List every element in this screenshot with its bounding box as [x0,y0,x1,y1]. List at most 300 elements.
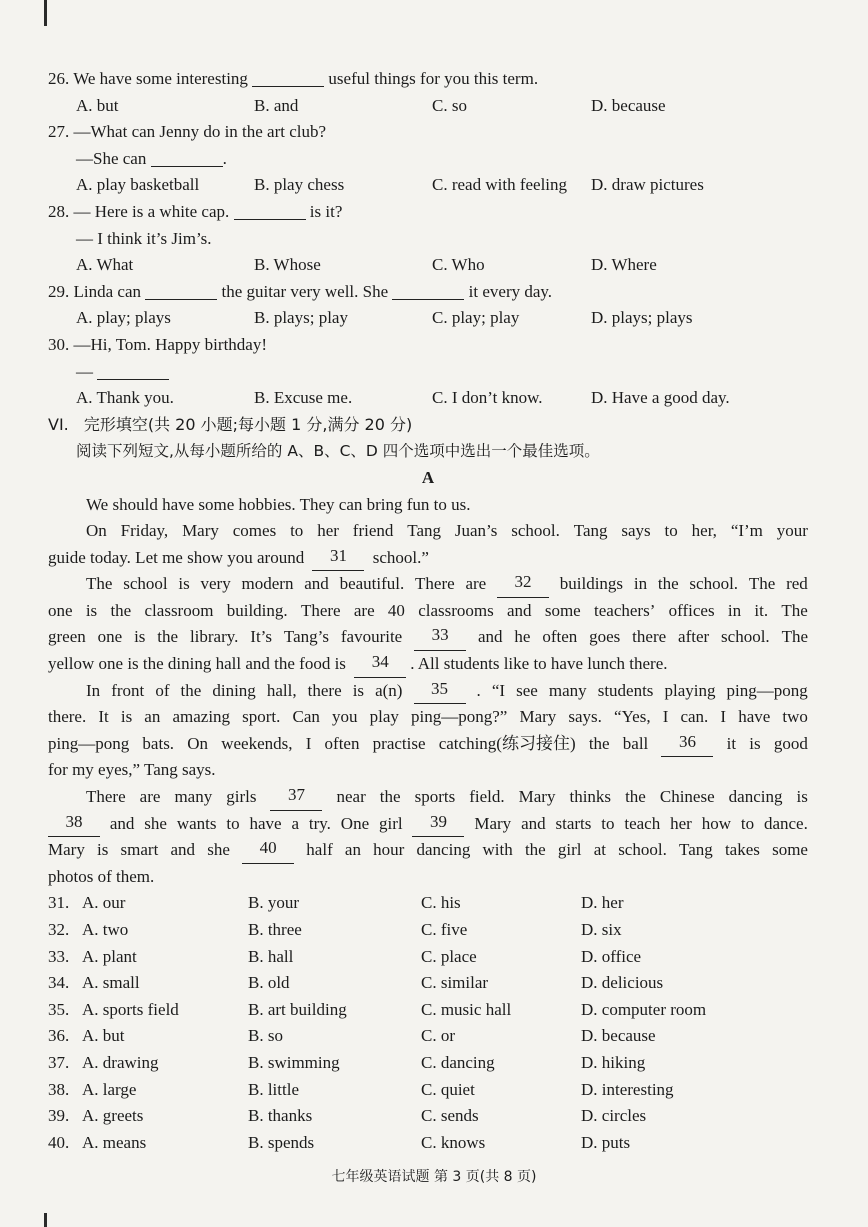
passage-word: school. [511,521,560,541]
choice-row [48,917,808,944]
passage-word: The [781,600,808,620]
passage-word: On [187,733,209,753]
passage-word: offices [668,600,715,620]
choice-option[interactable]: A. large [82,1079,137,1099]
passage-word: her, [691,521,717,541]
passage-word: to [290,521,304,541]
passage-word: are [353,600,375,620]
passage-word: the [110,600,132,620]
question-text: —Hi, Tom. Happy birthday! [73,334,267,354]
answer-blank[interactable] [145,281,217,300]
answer-blank[interactable] [97,361,169,380]
passage-word: there [632,627,667,647]
passage-word: hour [373,840,405,860]
choice-number: 39. [48,1106,70,1126]
passage-word: students [597,680,654,700]
question-line [48,226,808,253]
cloze-blank-39[interactable]: 39 [412,811,464,838]
passage-word: . [476,680,481,700]
passage-word: is [120,707,133,727]
passage-word: her [670,813,692,833]
passage-word: and [521,813,546,833]
choice-number: 31. [48,893,70,913]
answer-option[interactable]: D. draw pictures [591,175,704,195]
choice-option[interactable]: D. six [581,920,622,939]
passage-word: smart [120,840,159,860]
choice-row [48,944,808,971]
passage-word: One [340,813,370,833]
passage-text: yellow one is the dining hall and the food is [48,654,351,674]
passage-word: red [786,574,808,594]
passage-word: your [776,521,808,541]
cloze-blank-34[interactable]: 34 [354,651,406,678]
passage-word: goes [589,627,621,647]
passage-word: bats. [142,733,175,753]
passage-word: modern [241,574,294,594]
question-text: the guitar very well. She [217,281,393,301]
choice-row [48,970,808,997]
passage-text: photos of them. [48,866,155,886]
choice-option[interactable]: B. old [248,973,290,993]
passage-word: many [548,680,587,700]
passage-word: ping—pong [48,733,130,753]
answer-option[interactable]: C. I don’t know. [432,388,543,408]
choice-option[interactable]: B. hall [248,946,294,966]
passage-word: to [740,813,755,833]
passage-word: is [352,680,365,700]
choice-option[interactable]: D. office [581,946,642,966]
passage-word: at [593,840,606,860]
answer-option[interactable]: C. read with feeling [432,175,568,195]
answer-option[interactable]: C. Who [432,255,485,275]
choice-option[interactable]: A. small [82,973,140,993]
passage-word: classroom [144,600,214,620]
choice-option[interactable]: C. his [421,893,461,913]
passage-word: can. [680,707,709,727]
passage-word: one [48,600,73,620]
cloze-blank-33[interactable]: 33 [414,624,466,651]
answer-option[interactable]: D. plays; plays [591,308,693,328]
question-text: is it? [305,201,343,221]
passage-word: 40 [387,600,405,620]
question-text: . [222,148,227,168]
passage-word: is [97,840,109,860]
passage-word: favourite [340,627,403,647]
cloze-blank-37[interactable]: 37 [270,784,322,811]
choice-number: 32. [48,920,70,939]
choice-option[interactable]: B. so [248,1026,283,1046]
passage-word: Tang [679,840,713,860]
choice-row [48,1130,808,1157]
answer-option[interactable]: A. but [76,95,119,115]
cloze-blank-38[interactable]: 38 [48,811,100,838]
passage-word: have [249,813,282,833]
passage-word: ball [622,733,649,753]
question-line [48,359,808,386]
passage-word: front [111,680,145,700]
passage-word: a(n) [375,680,403,700]
passage-word: dining [212,680,256,700]
choice-option[interactable]: B. little [248,1079,299,1099]
passage-word: try. [308,813,331,833]
passage-word: There [415,574,455,594]
answer-option[interactable]: A. What [76,255,134,275]
passage-word: catching(练习接住) [438,733,576,753]
passage-word: is [85,600,98,620]
passage-word: sports [414,787,456,807]
passage-word: ping—pong [726,680,808,700]
passage-word: “Yes, [614,707,651,727]
passage-word: and [507,600,532,620]
passage-word: often [542,627,578,647]
passage-word: I [305,733,312,753]
passage-word: the [588,733,610,753]
passage-word: says. [568,707,602,727]
choice-option[interactable]: C. sends [421,1106,479,1126]
question-line [48,279,808,306]
choice-option[interactable]: B. art building [248,999,347,1019]
binding-mark-bottom [44,1213,47,1227]
passage-word: school [123,574,168,594]
passage-word: with [482,840,513,860]
passage-word: there. [48,707,87,727]
passage-word: playing [664,680,716,700]
passage-word: Can [292,707,320,727]
passage-word: The [86,574,113,594]
answer-blank[interactable] [252,68,324,87]
passage-line [48,571,808,598]
passage-word: one [97,627,123,647]
passage-word: girl [379,813,403,833]
passage-line [48,518,808,545]
cloze-blank-40[interactable]: 40 [242,837,294,864]
choice-number: 40. [48,1132,70,1152]
passage-word: There [86,787,126,807]
question-text: useful things for you this term. [324,69,539,88]
passage-word: of [155,680,170,700]
passage-word: school. [721,627,770,647]
section-number: VI. [48,414,69,434]
passage-text: school.” [368,547,429,567]
choice-row [48,1103,808,1130]
passage-word: an [144,707,161,727]
passage-word: and [304,574,329,594]
answer-option[interactable]: D. because [591,95,666,115]
passage-word: dancing [416,840,471,860]
choice-option[interactable]: A. greets [82,1106,144,1126]
answer-option[interactable]: C. so [432,95,467,115]
passage-word: and [170,840,196,860]
choice-option[interactable]: C. knows [421,1132,486,1152]
choice-row [48,1023,808,1050]
passage-word: Tang’s [283,627,329,647]
choice-option[interactable]: C. place [421,946,477,966]
passage-word: ping—pong?” [411,707,508,727]
choice-option[interactable]: B. spends [248,1132,315,1152]
question-text: — I think it’s Jim’s. [76,228,212,248]
question-text: — [76,361,98,381]
answer-option[interactable]: B. Whose [254,255,321,275]
question-number: 29. [48,281,70,301]
passage-word: half [306,840,333,860]
passage-line [48,678,808,705]
choice-option[interactable]: A. means [82,1132,147,1152]
passage-word: teach [624,813,661,833]
passage-word: in [727,600,742,620]
passage-word: There [300,600,341,620]
question-line [48,146,808,173]
choice-option[interactable]: D. puts [581,1132,631,1152]
passage-word: school. [689,574,739,594]
choice-option[interactable]: D. computer room [581,999,707,1019]
passage-word: school. [618,840,667,860]
passage-text: . All students like to have lunch there. [410,654,668,674]
passage-line [48,811,808,838]
question-text: Linda can [73,281,146,301]
passage-word: you [332,707,358,727]
passage-word: girl [557,840,582,860]
passage-word: amazing [172,707,231,727]
passage-word: many [174,787,213,807]
passage-word: “I’m [730,521,763,541]
passage-word: is [749,733,761,753]
answer-option[interactable]: D. Have a good day. [591,388,730,408]
choice-row [48,1050,808,1077]
passage-word: and [109,813,135,833]
passage-word: hall, [266,680,297,700]
options-row [48,385,808,412]
passage-word: It’s [250,627,273,647]
section-instruction: 阅读下列短文,从每小题所给的 A、B、C、D 四个选项中选出一个最佳选项。 [76,442,600,461]
passage-word: “I [491,680,506,700]
question-text: —What can Jenny do in the art club? [73,122,327,142]
choice-option[interactable]: C. similar [421,973,489,993]
passage-line [48,492,808,519]
passage-word: the [157,627,179,647]
passage-word: it [726,733,737,753]
section-heading [48,412,808,439]
choice-number: 34. [48,973,70,993]
passage-word: a [291,813,300,833]
passage-word: dancing [728,787,783,807]
choice-number: 33. [48,946,70,966]
passage-word: classrooms [418,600,494,620]
passage-word: is [134,627,146,647]
cloze-choices [48,890,808,1156]
choice-option[interactable]: C. music hall [421,999,512,1019]
passage-word: she [144,813,167,833]
passage-word: The [748,574,776,594]
passage-word: two [782,707,808,727]
choice-option[interactable]: C. quiet [421,1079,475,1099]
choice-option[interactable]: B. swimming [248,1052,340,1072]
choice-option[interactable]: A. but [82,1026,125,1046]
passage-word: and [477,627,503,647]
passage-word: good [773,733,808,753]
choice-number: 36. [48,1026,70,1046]
passage-word: weekends, [221,733,293,753]
passage-word: she [207,840,230,860]
passage-word: an [344,840,361,860]
question-text: We have some interesting [73,69,253,88]
choice-row [48,1077,808,1104]
passage-line [48,784,808,811]
passage-word: often [324,733,360,753]
passage-word: some [544,600,581,620]
passage-text: We should have some hobbies. They can bring fun to us. [86,494,471,514]
question-number: 28. [48,201,70,221]
passage-word: to [601,813,615,833]
choice-option[interactable]: D. because [581,1026,656,1046]
choice-option[interactable]: D. hiking [581,1052,646,1072]
choice-number: 38. [48,1079,70,1099]
passage-word: takes [724,840,760,860]
passage-word: some [772,840,808,860]
choice-option[interactable]: A. sports field [82,999,179,1019]
page-footer: 七年级英语试题 第 3 页(共 8 页) [331,1169,537,1185]
choice-option[interactable]: C. five [421,920,468,939]
passage-line [48,837,808,864]
passage-word: girls [226,787,257,807]
question-text: — Here is a white cap. [73,201,234,221]
answer-option[interactable]: A. play basketball [76,175,200,195]
passage-word: The [781,627,808,647]
answer-option[interactable]: C. play; play [432,308,520,328]
answer-option[interactable]: B. Excuse me. [254,388,353,408]
cloze-blank-31[interactable]: 31 [312,545,364,572]
passage-word: have [738,707,771,727]
passage-word: are [465,574,487,594]
passage-word: there [307,680,342,700]
answer-option[interactable]: D. Where [591,255,657,275]
options-row [48,93,808,120]
passage-word: is [796,787,808,807]
passage-text: for my eyes,” Tang says. [48,760,216,780]
passage-word: very [200,574,231,594]
passage-word: Chinese [659,787,715,807]
passage-word: buildings [559,574,624,594]
passage-word: Friday, [120,521,169,541]
choice-row [48,997,808,1024]
options-row [48,305,808,332]
cloze-blank-35[interactable]: 35 [414,678,466,705]
question-number: 27. [48,122,70,142]
passage-word: near [336,787,366,807]
passage-word: is [178,574,190,594]
passage-word: the [180,680,202,700]
choice-number: 37. [48,1052,70,1072]
passage-line [48,651,808,678]
answer-option[interactable]: B. and [254,95,299,115]
choice-option[interactable]: D. delicious [581,973,664,993]
passage-word: Tang [407,521,441,541]
choice-option[interactable]: C. dancing [421,1052,495,1072]
choice-option[interactable]: A. plant [82,946,137,966]
choice-option[interactable]: B. your [248,893,299,913]
answer-option[interactable]: B. play chess [254,175,345,195]
choice-row [48,890,808,917]
passage-word: he [514,627,531,647]
passage-line [48,757,808,784]
passage-line [48,704,808,731]
question-number: 30. [48,334,70,354]
passage-word: green [48,627,86,647]
passage-word: see [516,680,538,700]
passage-word: teachers’ [594,600,656,620]
passage-word: It [98,707,109,727]
passage-word: says [621,521,651,541]
passage-word: Mary [519,707,557,727]
passage-word: field. [469,787,505,807]
choice-option[interactable]: D. her [581,893,624,913]
passage-word: beautiful. [339,574,405,594]
options-row [48,252,808,279]
passage-word: Mary [182,521,219,541]
choice-option[interactable]: A. two [82,920,129,939]
answer-blank[interactable] [392,281,464,300]
choice-option[interactable]: C. or [421,1026,455,1046]
question-line [48,199,808,226]
passage-text: guide today. Let me show you around [48,547,309,567]
answer-option[interactable]: A. Thank you. [76,388,174,408]
passage-word: her [317,521,339,541]
passage-word: play [369,707,399,727]
answer-option[interactable]: A. play; plays [76,308,171,328]
choice-option[interactable]: D. interesting [581,1079,674,1099]
passage-word: the [379,787,401,807]
passage-word: after [678,627,710,647]
passage-word: Tang [573,521,608,541]
passage-word: I [662,707,669,727]
exam-content [48,66,808,1156]
choice-option[interactable]: B. three [248,920,302,939]
passage-word: Mary [48,840,85,860]
passage-line [48,624,808,651]
passage-word: building. [226,600,288,620]
answer-blank[interactable] [234,201,306,220]
passage-word: dance. [763,813,808,833]
choice-option[interactable]: A. our [82,893,126,913]
passage-word: in [633,574,648,594]
answer-option[interactable]: B. plays; play [254,308,348,328]
passage-word: comes [232,521,277,541]
choice-number: 35. [48,999,70,1019]
question-line [48,119,808,146]
answer-blank[interactable] [151,148,223,167]
question-text: —She can [76,148,151,168]
section-title: 完形填空(共 20 小题;每小题 1 分,满分 20 分) [83,414,413,434]
passage-word: it. [754,600,769,620]
cloze-blank-36[interactable]: 36 [661,731,713,758]
passage-word: On [86,521,107,541]
passage-word: starts [555,813,592,833]
cloze-blank-32[interactable]: 32 [497,571,549,598]
cloze-passage [48,492,808,891]
choice-option[interactable]: A. drawing [82,1052,159,1072]
passage-word: practise [372,733,426,753]
passage-word: In [86,680,101,700]
passage-label: A [421,467,435,487]
choice-option[interactable]: D. circles [581,1106,647,1126]
question-line [48,66,808,93]
choice-option[interactable]: B. thanks [248,1106,313,1126]
passage-word: friend [352,521,394,541]
passage-line [48,731,808,758]
multiple-choice-section [48,66,808,412]
passage-word: how [701,813,731,833]
passage-word: I [720,707,727,727]
passage-line [48,864,808,891]
